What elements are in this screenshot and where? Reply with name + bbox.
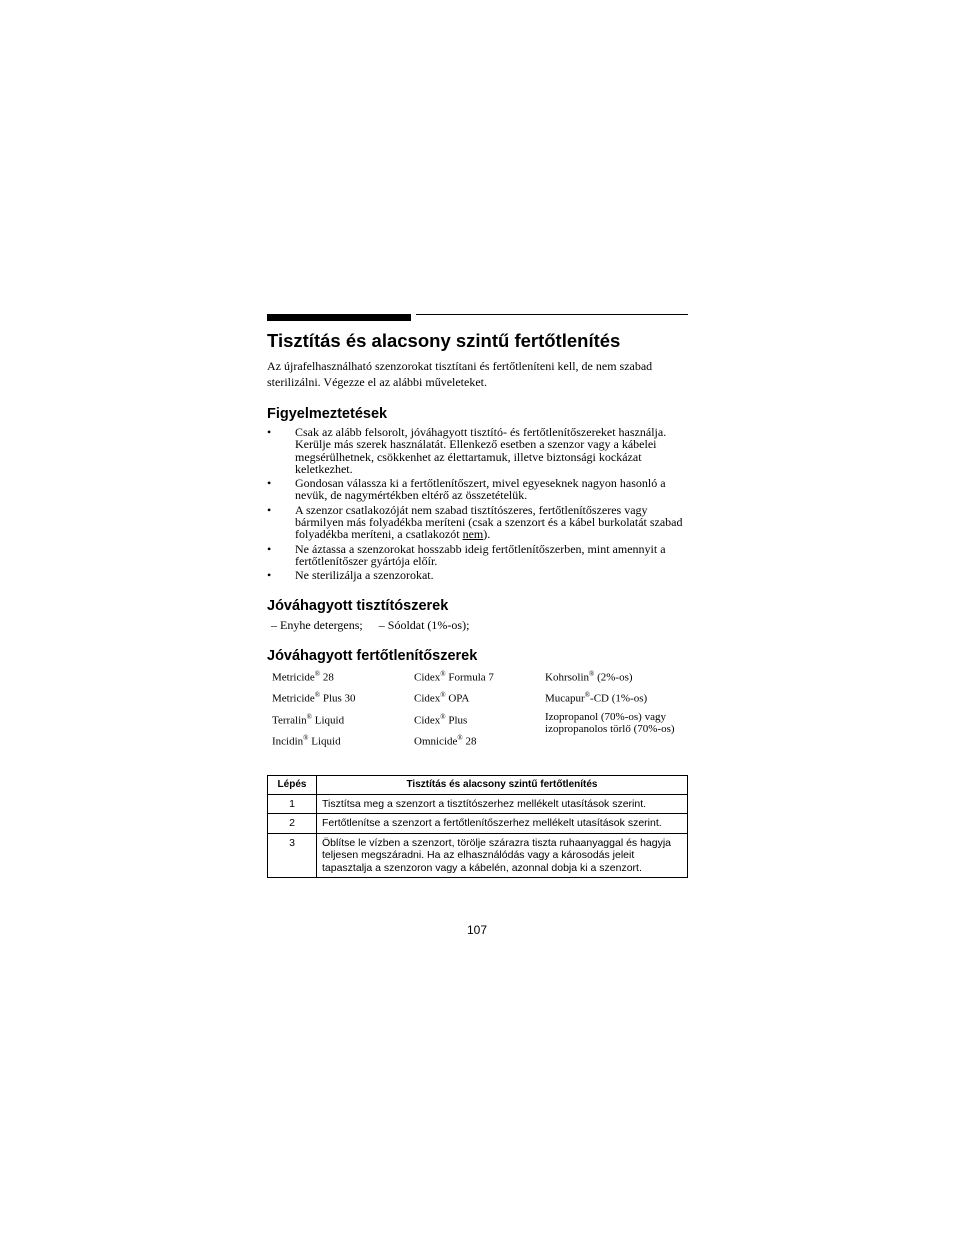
disinfectant-name: Incidin xyxy=(272,735,304,748)
disinfectant-item xyxy=(414,668,545,690)
bullet-glyph: • xyxy=(267,568,272,583)
disinfectant-item xyxy=(545,689,693,711)
disinfectant-item xyxy=(272,689,414,711)
registered-mark: ® xyxy=(457,734,463,743)
bullet-glyph: • xyxy=(267,425,272,439)
disinfectant-suffix: -CD (1%-os) xyxy=(590,692,648,705)
cleaners-heading: Jóváhagyott tisztítószerek xyxy=(267,597,449,614)
header-rule-thin xyxy=(416,314,688,315)
bullet-glyph: • xyxy=(267,476,272,491)
table-header-row xyxy=(268,775,688,794)
step-number: 3 xyxy=(268,833,317,878)
disinfectant-item xyxy=(272,732,414,754)
registered-mark: ® xyxy=(440,691,446,700)
disinfectant-item xyxy=(414,689,545,711)
disinfectant-suffix: 28 xyxy=(320,671,334,684)
disinfectant-suffix: Liquid xyxy=(311,714,345,727)
table-row xyxy=(268,794,688,814)
steps-table xyxy=(267,775,688,879)
warnings-heading: Figyelmeztetések xyxy=(267,406,388,422)
cleaner-item: – Enyhe detergens; xyxy=(271,617,363,632)
step-text: Fertőtlenítse a szenzort a fertőtlenítőszerhez mellékelt utasítások szerint. xyxy=(317,814,688,834)
step-text: Öblítse le vízben a szenzort, törölje szárazra tiszta ruhaanyaggal és hagyja teljesen megszáradni. Ha az elhasználódás vagy a károsodás jeleit tapasztalja a szenzoron vagy a kábelén, azonnal dobja ki a szenzort. xyxy=(317,833,688,878)
intro-paragraph: Az újrafelhasználható szenzorokat tisztítani és fertőtleníteni kell, de nem szabad sterilizálni. Végezze el az alábbi műveleteket. xyxy=(267,359,653,389)
disinfectant-suffix: Formula 7 xyxy=(445,671,494,684)
disinfectant-item xyxy=(545,711,693,733)
disinfectant-suffix: Plus 30 xyxy=(320,692,356,705)
disinfectant-suffix: OPA xyxy=(445,692,470,705)
disinfectant-name: Cidex xyxy=(414,671,441,684)
registered-mark: ® xyxy=(314,669,321,678)
registered-mark: ® xyxy=(303,734,309,743)
disinfectant-item xyxy=(545,668,693,690)
disinfectant-item xyxy=(272,711,414,733)
disinfectant-name: Metricide xyxy=(272,671,315,684)
registered-mark: ® xyxy=(440,669,446,678)
disinfectant-name: Izopropanol (70%-os) vagy izopropanolos törlő (70%-os) xyxy=(545,710,675,735)
bullet-glyph: • xyxy=(267,502,272,517)
warning-item: • Ne áztassa a szenzorokat hosszabb ideig fertőtlenítőszerben, mint amennyit a fertőtlenítőszer gyártója előír. xyxy=(267,541,666,568)
registered-mark: ® xyxy=(306,712,312,721)
page-title: Tisztítás és alacsony szintű fertőtlenítés xyxy=(267,330,621,351)
disinfectants-heading: Jóváhagyott fertőtlenítőszerek xyxy=(267,647,478,664)
disinfectant-name: Omnicide xyxy=(414,735,458,748)
column-header-step: Lépés xyxy=(268,775,317,794)
table-row xyxy=(268,833,688,878)
disinfectant-name: Metricide xyxy=(272,692,315,705)
step-number: 1 xyxy=(268,794,317,814)
warnings-list xyxy=(267,426,688,582)
page-number: 107 xyxy=(466,923,488,937)
registered-mark: ® xyxy=(589,669,595,678)
disinfectant-suffix: (2%-os) xyxy=(594,671,633,684)
emphasis-nem: nem xyxy=(462,527,484,542)
step-text: Tisztítsa meg a szenzort a tisztítószerhez mellékelt utasítások szerint. xyxy=(317,794,688,814)
disinfectant-suffix: Plus xyxy=(445,714,468,727)
column-header-procedure: Tisztítás és alacsony szintű fertőtlenítés xyxy=(317,775,688,794)
warning-item: • Gondosan válassza ki a fertőtlenítőszert, mivel egyeseknek nagyon hasonló a nevük, de nagymértékben eltérő az összetételük. xyxy=(267,476,666,503)
registered-mark: ® xyxy=(314,691,321,700)
disinfectant-name: Kohrsolin xyxy=(545,671,589,684)
header-rule-thick xyxy=(267,314,411,321)
disinfectant-name: Cidex xyxy=(414,714,441,727)
disinfectant-item xyxy=(272,668,414,690)
bullet-glyph: • xyxy=(267,541,272,556)
warning-item: • A szenzor csatlakozóját nem szabad tisztítószeres, fertőtlenítőszeres vagy bármilyen más folyadékba meríteni (csak a szenzort és a kábel burkolatát szabad folyadékba meríteni, a csatlakozót nem). xyxy=(267,502,683,542)
disinfectant-name: Terralin xyxy=(272,714,307,727)
disinfectant-suffix: Liquid xyxy=(308,735,341,748)
disinfectant-item xyxy=(414,732,545,754)
warning-item: • Csak az alább felsorolt, jóváhagyott tisztító- és fertőtlenítőszereket használja. Kerülje más szerek használatát. Ellenkező esetben a szenzor vagy a kábelei megsérülhetnek, csökkenhet az élettartamuk, illetve biztonsági kockázat keletkezhet. xyxy=(267,425,667,476)
table-row xyxy=(268,814,688,834)
disinfectants-grid xyxy=(267,668,688,754)
disinfectant-name: Mucapur xyxy=(545,692,585,705)
cleaner-item: – Sóoldat (1%-os); xyxy=(378,617,470,632)
registered-mark: ® xyxy=(440,712,446,721)
disinfectant-item xyxy=(414,711,545,733)
warning-item: • Ne sterilizálja a szenzorokat. xyxy=(267,568,434,583)
cleaners-list xyxy=(267,618,688,632)
disinfectant-item xyxy=(545,732,693,754)
disinfectant-suffix: 28 xyxy=(462,735,477,748)
registered-mark: ® xyxy=(584,691,591,700)
step-number: 2 xyxy=(268,814,317,834)
disinfectant-name: Cidex xyxy=(414,692,441,705)
header-rule xyxy=(267,312,688,321)
document-page xyxy=(267,312,688,878)
